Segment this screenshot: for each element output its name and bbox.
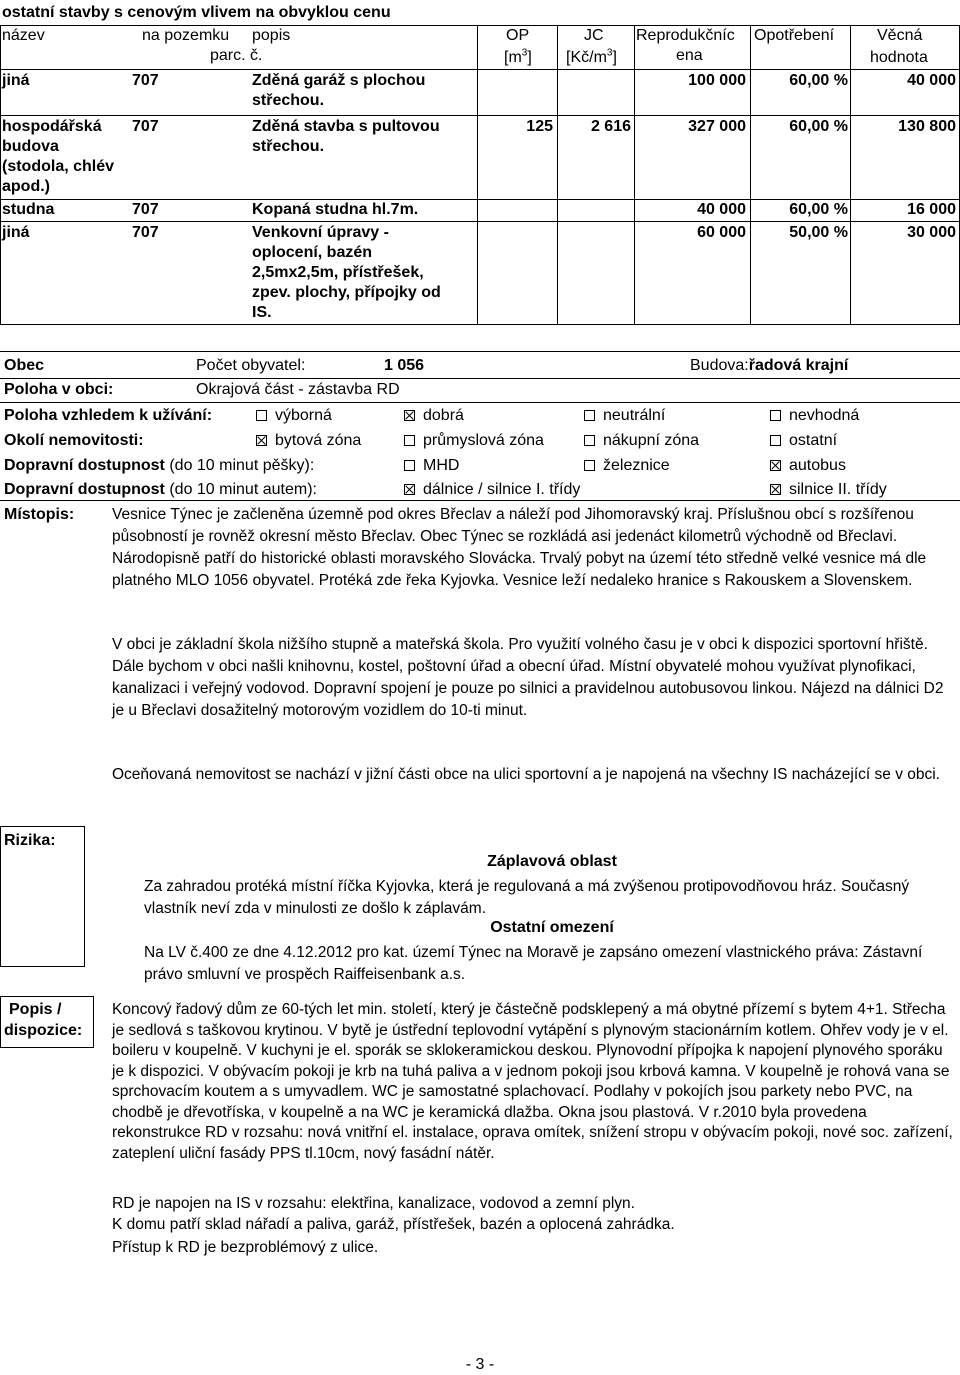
header-reprodukcni: Reprodukčníc <box>636 27 735 44</box>
row-opotrebeni: 60,00 % <box>789 118 848 135</box>
pocet-obyvatel-value: 1 056 <box>384 357 425 374</box>
popis-label-2: dispozice: <box>4 1022 83 1039</box>
checkbox-vyborna[interactable]: výborná <box>256 407 332 425</box>
rizika-heading-omezeni: Ostatní omezení <box>490 919 614 936</box>
poloha-label: Poloha v obci: <box>4 381 114 398</box>
row-parc: 707 <box>132 118 159 135</box>
row-opotrebeni: 60,00 % <box>789 201 848 218</box>
row-nazev: jiná <box>2 72 30 89</box>
row-repro: 327 000 <box>688 118 746 135</box>
row-repro: 60 000 <box>697 224 746 241</box>
row-popis-3: 2,5mx2,5m, přístřešek, <box>252 264 424 281</box>
pocet-obyvatel-label: Počet obyvatel: <box>196 357 306 374</box>
row-jc: 2 616 <box>590 118 631 135</box>
row-vecna: 30 000 <box>907 224 956 241</box>
row-opotrebeni: 60,00 % <box>789 72 848 89</box>
autem-label: Dopravní dostupnost (do 10 minut autem): <box>4 481 317 498</box>
header-jc-unit: $[Kč/m^3]$ <box>566 47 617 66</box>
section-title: ostatní stavby s cenovým vlivem na obvyklou cenu <box>2 4 391 21</box>
mistopis-paragraph-2: V obci je základní škola nižšího stupně a mateřská škola. Pro využití volného času je v obci k dispozici sportovní hřiště. Dále bychom v obci našli knihovnu, kostel, poštovní úřad a obecní úřad. Místní obyvatelé mohou využívat plynofikaci, kanalizaci i veřejný vodovod. Dopravní spojení je pouze po silnici a pravidelnou autobusovou linkou. Nájezd na dálnici D2 je u Břeclavi dosažitelný motorovým vozidlem do 10-ti minut. <box>112 636 944 719</box>
row-nazev-1: hospodářská <box>2 118 102 135</box>
header-pozemek: na pozemku <box>142 27 230 44</box>
mistopis-label: Místopis: <box>4 506 75 523</box>
row-opotrebeni: 50,00 % <box>789 224 848 241</box>
row-vecna: 130 800 <box>898 118 956 135</box>
row-popis-1: Zděná garáž s plochou <box>252 72 426 89</box>
pesky-label: Dopravní dostupnost (do 10 minut pěšky): <box>4 457 315 474</box>
row-popis-5: IS. <box>252 304 272 321</box>
header-reprodukcni-2: ena <box>676 47 703 64</box>
uzivani-label: Poloha vzhledem k užívání: <box>4 407 213 424</box>
rizika-text-omezeni: Na LV č.400 ze dne 4.12.2012 pro kat. území Týnec na Moravě je zapsáno omezení vlastnického práva: Zástavní právo smluvní ve prospěch Raiffeisenbank a.s. <box>144 944 923 983</box>
mistopis-paragraph-1: Vesnice Týnec je začleněna územně pod okres Břeclav a náleží pod Jihomoravský kraj. Příslušnou obcí s rozšířenou působností je rovněž okresní město Břeclav. Obec Týnec se rozkládá asi jedenáct kilometrů východně od Břeclavi. Národopisně patří do historické oblasti moravského Slovácka. Trvalý pobyt na území této středně velké vesnice má dle platného MLO 1056 obyvatel. Protéká zde řeka Kyjovka. Vesnice leží nedaleko hranice s Rakouskem a Slovenskem. <box>112 506 927 589</box>
row-nazev: studna <box>2 201 55 218</box>
header-vecna: Věcná <box>877 27 923 44</box>
checkbox-silnice-ii[interactable]: silnice II. třídy <box>770 481 887 499</box>
header-opotrebeni: Opotřebení <box>754 27 835 44</box>
okoli-label: Okolí nemovitosti: <box>4 432 144 449</box>
popis-paragraph-2: RD je napojen na IS v rozsahu: elektřina, kanalizace, vodovod a zemní plyn. <box>112 1195 635 1212</box>
poloha-value: Okrajová část - zástavba RD <box>196 381 400 398</box>
row-op: 125 <box>526 118 553 135</box>
row-popis-2: střechou. <box>252 138 325 155</box>
rizika-label-box <box>0 826 85 967</box>
row-nazev-2: budova <box>2 138 59 155</box>
budova-value: řadová krajní <box>748 357 849 374</box>
popis-paragraph-1: Koncový řadový dům ze 60-tých let min. století, který je částečně podsklepený a má obytné přízemí s bytem 4+1. Střecha je sedlová s taškovou krytinou. V bytě je ústřední teplovodní vytápění s plynovým stacionárním kotlem. Ohřev vody je v el. boileru v koupelně. V kuchyni je el. sporák se sklokeramickou deskou. Plynovodní přípojka k napojení plynového sporáku je k dispozici. V obývacím pokoji je krb na tuhá paliva a v jednom pokoji jsou krbová kamna. V koupelně je rohová vana se sprchovacím koutem a s umyvadlem. WC je samostatné splachovací. Podlahy v pokojích jsou parkety nebo PVC, na chodbě je dřevotříska, v koupelně a na WC je keramická dlažba. Okna jsou plastová. V r.2010 byla provedena rekonstrukce RD v rozsahu: nová vnitřní el. instalace, oprava omítek, snížení stropu v obývacím pokoji, nové soc. zařízení, zateplení uliční fasády PPS tl.10cm, nový fasádní nátěr. <box>112 1001 953 1162</box>
obec-label: Obec <box>4 357 45 374</box>
checkbox-bytova-zona[interactable]: bytová zóna <box>256 432 361 450</box>
budova-label: Budova:řadová krajní <box>690 357 849 374</box>
row-parc: 707 <box>132 224 159 241</box>
header-parc: parc. č. <box>210 47 263 64</box>
checkbox-zeleznice[interactable]: železnice <box>584 457 670 475</box>
row-repro: 40 000 <box>697 201 746 218</box>
popis-label-1: Popis / <box>9 1001 62 1018</box>
rizika-heading-zaplavova: Záplavová oblast <box>487 853 617 870</box>
row-nazev: jiná <box>2 224 30 241</box>
row-vecna: 40 000 <box>907 72 956 89</box>
header-nazev: název <box>2 27 45 44</box>
popis-paragraph-3: K domu patří sklad nářadí a paliva, garáž, přístřešek, bazén a oplocená zahrádka. <box>112 1216 675 1233</box>
row-nazev-3: (stodola, chlév <box>2 158 115 175</box>
header-popis: popis <box>252 27 291 44</box>
popis-label-box <box>0 996 94 1048</box>
row-popis: Kopaná studna hl.7m. <box>252 201 419 218</box>
checkbox-nevhodna[interactable]: nevhodná <box>770 407 859 425</box>
checkbox-dalnice[interactable]: dálnice / silnice I. třídy <box>404 481 580 499</box>
page-number: - 3 - <box>465 1356 495 1373</box>
row-popis-1: Venkovní úpravy - <box>252 224 389 241</box>
row-vecna: 16 000 <box>907 201 956 218</box>
checkbox-dobra[interactable]: dobrá <box>404 407 464 425</box>
header-op-unit: $[m^3]$ <box>504 47 532 66</box>
row-popis-4: zpev. plochy, přípojky od <box>252 284 441 301</box>
row-popis-1: Zděná stavba s pultovou <box>252 118 440 135</box>
header-op: OP <box>506 27 530 44</box>
row-parc: 707 <box>132 201 159 218</box>
header-hodnota: hodnota <box>870 49 928 66</box>
row-popis-2: oplocení, bazén <box>252 244 373 261</box>
row-repro: 100 000 <box>688 72 746 89</box>
row-popis-2: střechou. <box>252 92 325 109</box>
header-jc: JC <box>584 27 604 44</box>
row-nazev-4: apod.) <box>2 178 50 195</box>
checkbox-autobus[interactable]: autobus <box>770 457 846 475</box>
checkbox-mhd[interactable]: MHD <box>404 457 459 475</box>
rizika-label: Rizika: <box>4 832 56 849</box>
rizika-text-zaplavova: Za zahradou protéká místní říčka Kyjovka, která je regulovaná a má zvýšenou protipovodňovou hráz. Současný vlastník neví zda v minulosti ze došlo k záplavám. <box>144 878 910 917</box>
popis-paragraph-4: Přístup k RD je bezproblémový z ulice. <box>112 1239 379 1256</box>
checkbox-ostatni[interactable]: ostatní <box>770 432 837 450</box>
checkbox-neutralni[interactable]: neutrální <box>584 407 665 425</box>
checkbox-prumyslova-zona[interactable]: průmyslová zóna <box>404 432 544 450</box>
mistopis-paragraph-3: Oceňovaná nemovitost se nachází v jižní části obce na ulici sportovní a je napojená na všechny IS nacházející se v obci. <box>112 766 940 783</box>
checkbox-nakupni-zona[interactable]: nákupní zóna <box>584 432 699 450</box>
row-parc: 707 <box>132 72 159 89</box>
